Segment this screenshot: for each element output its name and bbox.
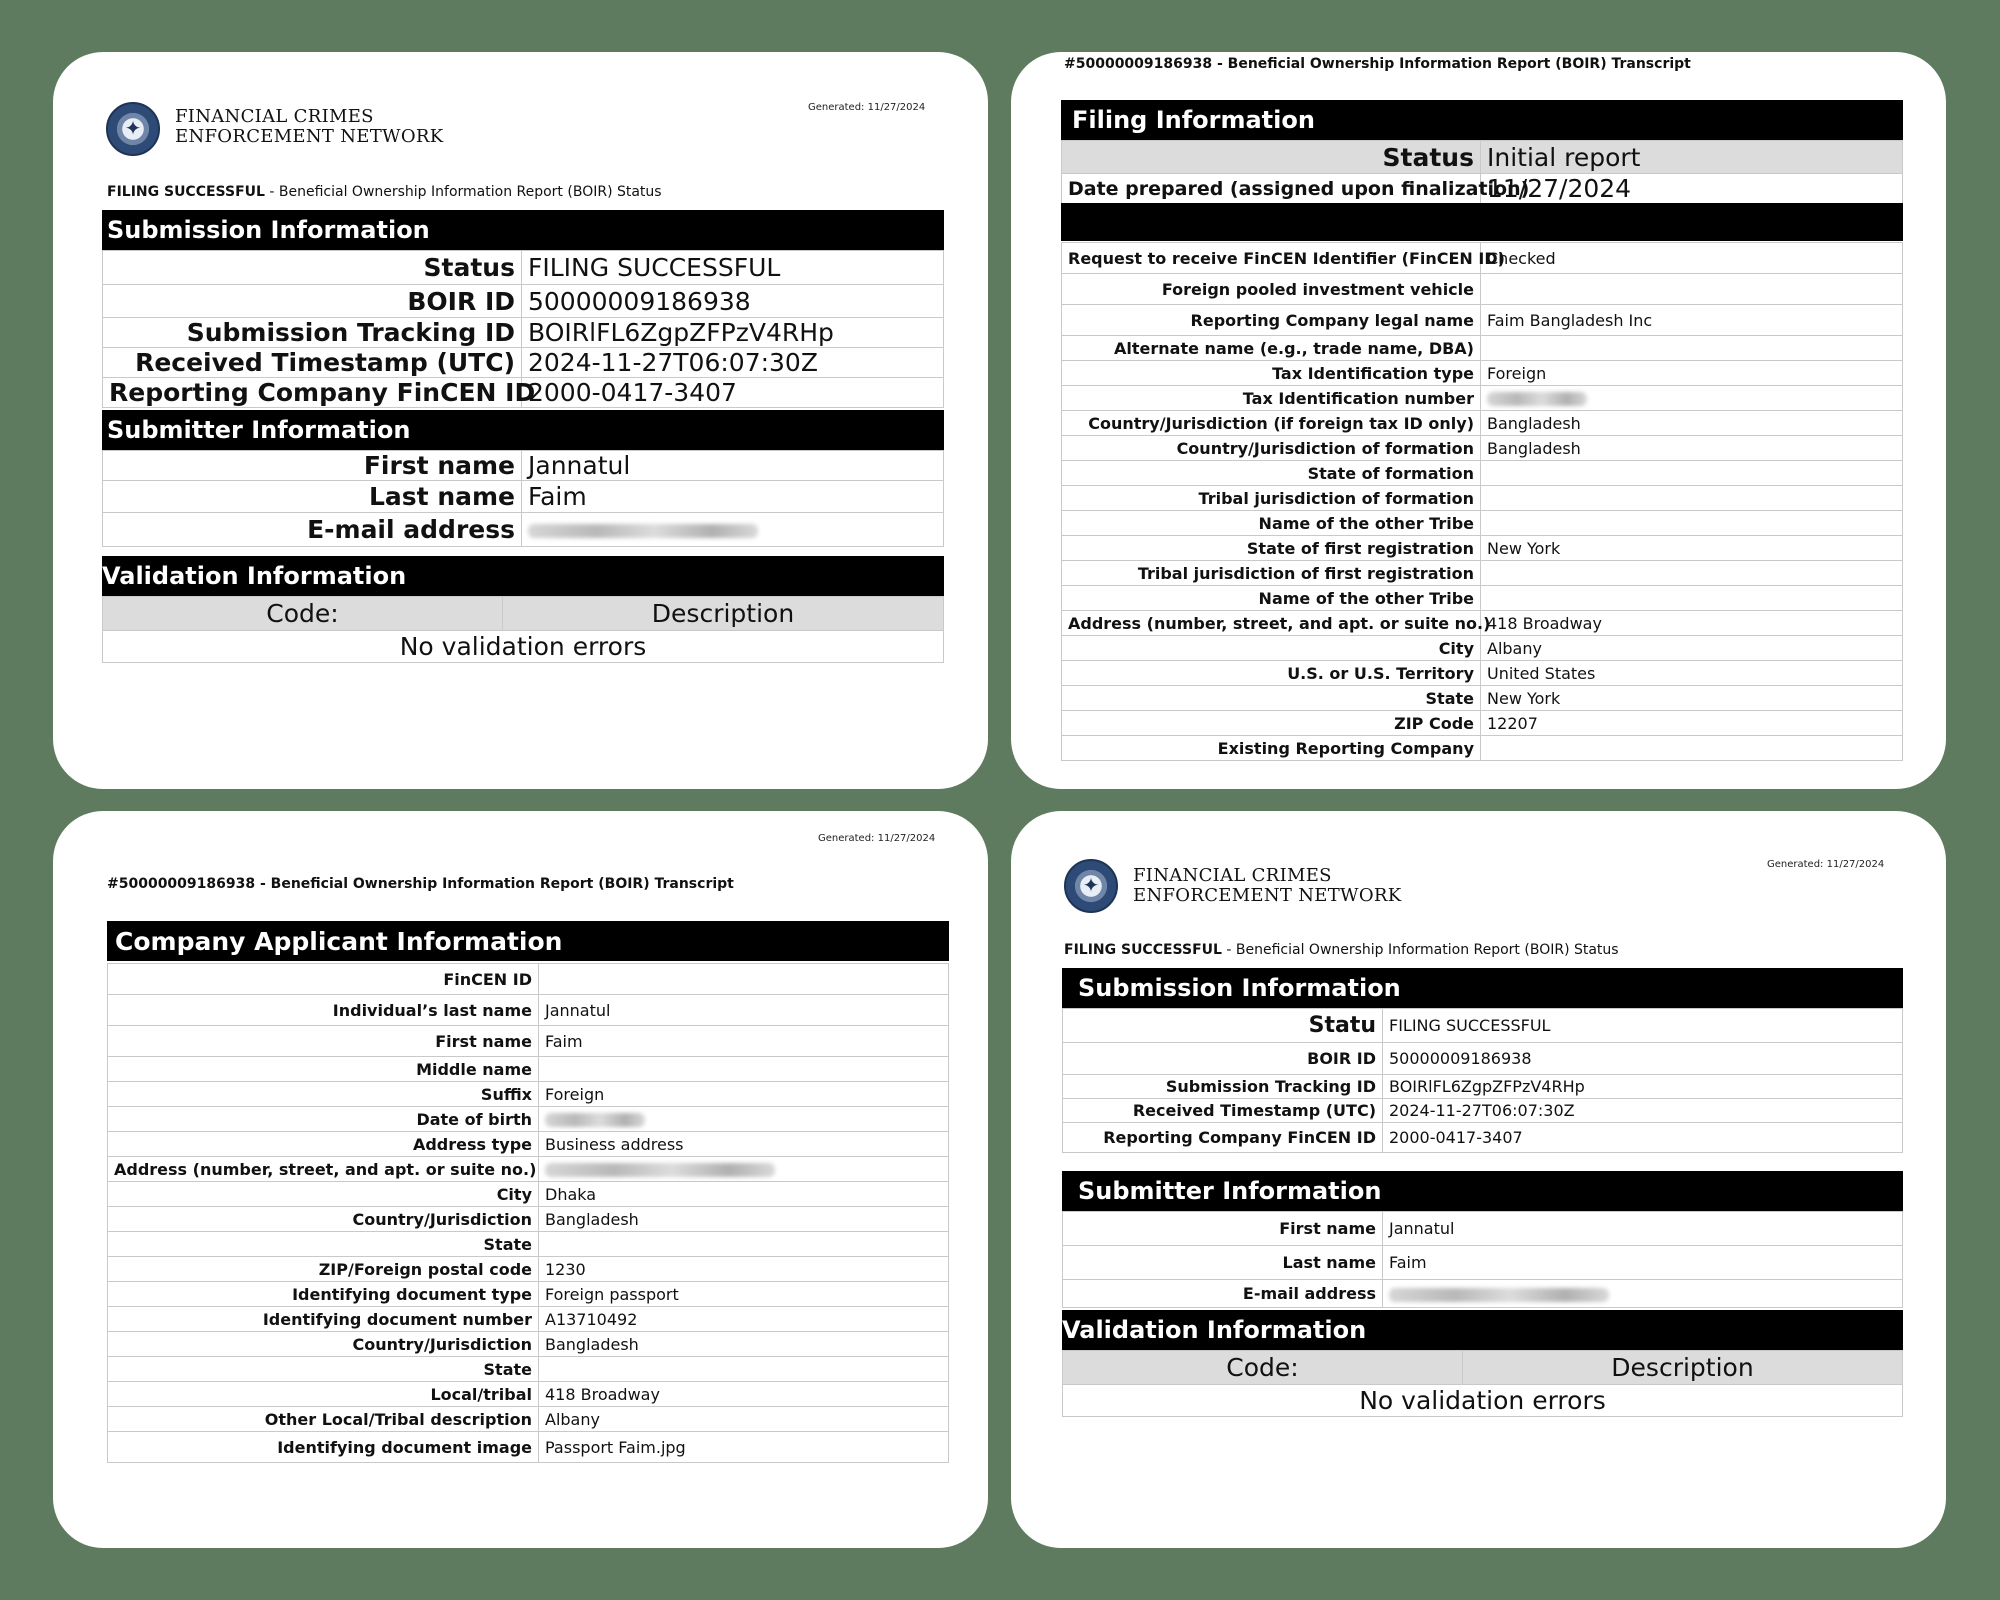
field-label: Other Local/Tribal description (108, 1407, 539, 1432)
field-value (1481, 386, 1903, 411)
field-value (1481, 486, 1903, 511)
field-label: Individual’s last name (108, 995, 539, 1026)
table-row (108, 1307, 949, 1332)
field-label: Identifying document image (108, 1432, 539, 1463)
field-value: Foreign passport (539, 1282, 949, 1307)
submission-header: Submission Information (1062, 968, 1903, 1008)
field-label: Suffix (108, 1082, 539, 1107)
field-value: 1230 (539, 1257, 949, 1282)
field-value: Faim Bangladesh Inc (1481, 305, 1903, 336)
filing-details-table (1061, 242, 1903, 761)
field-value: Albany (1481, 636, 1903, 661)
table-row (1062, 386, 1903, 411)
table-row (1062, 336, 1903, 361)
table-row (108, 1407, 949, 1432)
filing-divider-bar (1061, 203, 1903, 241)
field-value (1481, 736, 1903, 761)
field-value (1481, 511, 1903, 536)
table-row: Code: Description (1063, 1351, 1903, 1385)
table-row: Submission Tracking ID BOIRlFL6ZgpZFPzV4RHp (1063, 1075, 1903, 1099)
table-row (1062, 274, 1903, 305)
table-row (1062, 511, 1903, 536)
field-value: Passport Faim.jpg (539, 1432, 949, 1463)
field-label: Country/Jurisdiction (108, 1332, 539, 1357)
validation-table (1062, 1350, 1903, 1417)
applicant-transcript-card (53, 811, 988, 1548)
field-value (539, 1357, 949, 1382)
submitter-table (102, 450, 944, 547)
submission-header: Submission Information (102, 210, 944, 250)
fincen-seal-icon: ✦ (106, 102, 160, 156)
field-label: FinCEN ID (108, 964, 539, 995)
field-value (1481, 461, 1903, 486)
field-label: State (108, 1232, 539, 1257)
field-value (539, 1157, 949, 1182)
field-label: Local/tribal (108, 1382, 539, 1407)
table-row: BOIR ID 50000009186938 (103, 285, 944, 318)
table-row: No validation errors (103, 631, 944, 663)
table-row (108, 1082, 949, 1107)
field-label: Country/Jurisdiction of formation (1062, 436, 1481, 461)
table-row: E-mail address (103, 513, 944, 547)
field-value: Bangladesh (1481, 436, 1903, 461)
filing-transcript-card (1011, 52, 1946, 789)
table-row: BOIR ID 50000009186938 (1063, 1043, 1903, 1075)
field-label: Address (number, street, and apt. or suite no.) (108, 1157, 539, 1182)
filing-status-table (1061, 140, 1903, 204)
field-value: New York (1481, 536, 1903, 561)
redacted-email (528, 524, 758, 538)
table-row (108, 1382, 949, 1407)
table-row (1062, 436, 1903, 461)
status-caption: FILING SUCCESSFUL - Beneficial Ownership Information Report (BOIR) Status (107, 184, 662, 200)
table-row: First name Jannatul (103, 451, 944, 481)
field-value (1481, 336, 1903, 361)
field-label: ZIP/Foreign postal code (108, 1257, 539, 1282)
field-label: Name of the other Tribe (1062, 511, 1481, 536)
field-label: State of first registration (1062, 536, 1481, 561)
table-row: Reporting Company FinCEN ID 2000-0417-3407 (103, 378, 944, 408)
table-row (1062, 661, 1903, 686)
table-row (108, 1182, 949, 1207)
field-label: First name (108, 1026, 539, 1057)
field-value: Dhaka (539, 1182, 949, 1207)
field-label: Existing Reporting Company (1062, 736, 1481, 761)
table-row (108, 1157, 949, 1182)
agency-name: FINANCIAL CRIMES ENFORCEMENT NETWORK (1133, 865, 1402, 906)
submitter-header: Submitter Information (1062, 1171, 1903, 1211)
field-label: State of formation (1062, 461, 1481, 486)
table-row (108, 1282, 949, 1307)
table-row (108, 1026, 949, 1057)
field-label: State (1062, 686, 1481, 711)
table-row: Last name Faim (103, 481, 944, 513)
field-value: A13710492 (539, 1307, 949, 1332)
table-row (1062, 636, 1903, 661)
redacted-value (1487, 392, 1587, 406)
table-row: First name Jannatul (1063, 1212, 1903, 1246)
table-row (108, 1432, 949, 1463)
redacted-value (545, 1113, 645, 1127)
field-label: Address (number, street, and apt. or suite no.) (1062, 611, 1481, 636)
table-row (108, 1207, 949, 1232)
table-row (108, 1232, 949, 1257)
field-value: Jannatul (539, 995, 949, 1026)
table-row (1062, 461, 1903, 486)
status-caption: FILING SUCCESSFUL - Beneficial Ownership Information Report (BOIR) Status (1064, 942, 1619, 958)
boir-status-card-small (1011, 811, 1946, 1548)
submission-table (102, 250, 944, 408)
field-value: Foreign (1481, 361, 1903, 386)
validation-table (102, 596, 944, 663)
fincen-seal-icon: ✦ (1064, 859, 1118, 913)
table-row (1062, 561, 1903, 586)
transcript-title: #50000009186938 - Beneficial Ownership Information Report (BOIR) Transcript (107, 876, 734, 892)
table-row: Status FILING SUCCESSFUL (103, 251, 944, 285)
table-row (1062, 586, 1903, 611)
field-value: New York (1481, 686, 1903, 711)
field-value: United States (1481, 661, 1903, 686)
field-value: Faim (539, 1026, 949, 1057)
field-value: 418 Broadway (1481, 611, 1903, 636)
field-value (539, 1107, 949, 1132)
table-row: Code: Description (103, 597, 944, 631)
table-row (1062, 686, 1903, 711)
field-value (1481, 586, 1903, 611)
field-label: Alternate name (e.g., trade name, DBA) (1062, 336, 1481, 361)
field-value: Bangladesh (539, 1207, 949, 1232)
field-label: ZIP Code (1062, 711, 1481, 736)
redacted-email (1389, 1288, 1609, 1302)
table-row: Submission Tracking ID BOIRlFL6ZgpZFPzV4RHp (103, 318, 944, 348)
table-row: No validation errors (1063, 1385, 1903, 1417)
field-value: 12207 (1481, 711, 1903, 736)
table-row (108, 1107, 949, 1132)
transcript-title: #50000009186938 - Beneficial Ownership Information Report (BOIR) Transcript (1064, 56, 1691, 72)
boir-status-card (53, 52, 988, 789)
table-row: Reporting Company FinCEN ID 2000-0417-3407 (1063, 1123, 1903, 1153)
field-label: Country/Jurisdiction (if foreign tax ID only) (1062, 411, 1481, 436)
submission-table (1062, 1008, 1903, 1153)
agency-name: FINANCIAL CRIMES ENFORCEMENT NETWORK (175, 106, 444, 147)
field-label: Country/Jurisdiction (108, 1207, 539, 1232)
table-row (108, 1057, 949, 1082)
field-value (1481, 274, 1903, 305)
field-value: Bangladesh (1481, 411, 1903, 436)
table-row (108, 995, 949, 1026)
validation-header: Validation Information (1062, 1310, 1903, 1350)
field-value (539, 964, 949, 995)
field-value: 418 Broadway (539, 1382, 949, 1407)
field-label: Reporting Company legal name (1062, 305, 1481, 336)
table-row: Received Timestamp (UTC) 2024-11-27T06:07:30Z (103, 348, 944, 378)
table-row (1062, 361, 1903, 386)
table-row: Status Initial report (1062, 141, 1903, 174)
field-value: Foreign (539, 1082, 949, 1107)
generated-date: Generated: 11/27/2024 (818, 833, 936, 844)
table-row (108, 964, 949, 995)
field-value: Albany (539, 1407, 949, 1432)
field-label: Name of the other Tribe (1062, 586, 1481, 611)
field-label: Tax Identification number (1062, 386, 1481, 411)
generated-date: Generated: 11/27/2024 (1767, 859, 1885, 870)
generated-date: Generated: 11/27/2024 (808, 102, 926, 113)
field-label: City (108, 1182, 539, 1207)
field-label: Address type (108, 1132, 539, 1157)
field-label: Identifying document number (108, 1307, 539, 1332)
table-row: Last name Faim (1063, 1246, 1903, 1280)
table-row (108, 1357, 949, 1382)
table-row (1062, 486, 1903, 511)
applicant-header: Company Applicant Information (107, 921, 949, 961)
field-value: Bangladesh (539, 1332, 949, 1357)
field-label: U.S. or U.S. Territory (1062, 661, 1481, 686)
field-label: City (1062, 636, 1481, 661)
field-value: Business address (539, 1132, 949, 1157)
table-row (1062, 611, 1903, 636)
table-row (1062, 536, 1903, 561)
field-value (539, 1057, 949, 1082)
field-value (539, 1232, 949, 1257)
validation-header: Validation Information (102, 556, 944, 596)
table-row (1062, 411, 1903, 436)
field-label: Identifying document type (108, 1282, 539, 1307)
field-label: Middle name (108, 1057, 539, 1082)
field-value: Checked (1481, 243, 1903, 274)
field-label: Date of birth (108, 1107, 539, 1132)
table-row: Statu FILING SUCCESSFUL (1063, 1009, 1903, 1043)
table-row: Date prepared (assigned upon finalization) 11/27/2024 (1062, 174, 1903, 204)
field-label: Request to receive FinCEN Identifier (FinCEN ID) (1062, 243, 1481, 274)
table-row: Received Timestamp (UTC) 2024-11-27T06:07:30Z (1063, 1099, 1903, 1123)
table-row (1062, 243, 1903, 274)
submitter-table (1062, 1211, 1903, 1308)
table-row (108, 1332, 949, 1357)
table-row (108, 1132, 949, 1157)
table-row: E-mail address (1063, 1280, 1903, 1308)
table-row (1062, 305, 1903, 336)
field-label: Tribal jurisdiction of formation (1062, 486, 1481, 511)
field-label: Tribal jurisdiction of first registration (1062, 561, 1481, 586)
submitter-header: Submitter Information (102, 410, 944, 450)
field-label: State (108, 1357, 539, 1382)
table-row (1062, 736, 1903, 761)
field-label: Tax Identification type (1062, 361, 1481, 386)
filing-header: Filing Information (1061, 100, 1903, 140)
field-value (1481, 561, 1903, 586)
applicant-table (107, 963, 949, 1463)
redacted-value (545, 1163, 775, 1177)
table-row (108, 1257, 949, 1282)
field-label: Foreign pooled investment vehicle (1062, 274, 1481, 305)
table-row (1062, 711, 1903, 736)
